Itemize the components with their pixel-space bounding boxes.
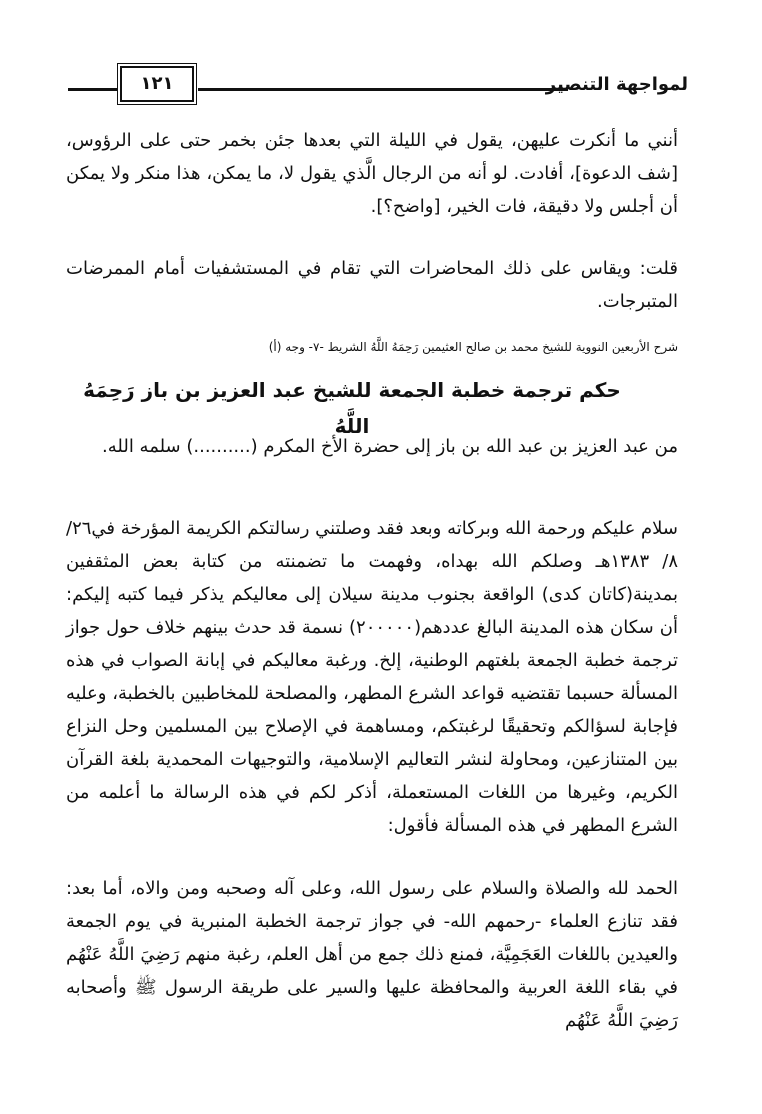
letter-answer: الحمد لله والصلاة والسلام على رسول الله، وعلى آله وصحبه ومن والاه، أما بعد: فقد تنازع العلماء -رحمهم الله- في جواز ترجمة الخطبة المنبرية في يوم الجمعة والعيدين باللغات العَجَمِيَّة، فمنع ذلك جمع من أهل العلم، رغبة منهم رَضِيَ اللَّهُ عَنْهُم في بقاء اللغة العربية والمحافظة عليها والسير على طريقة الرسول ﷺ وأصحابه رَضِيَ اللَّهُ عَنْهُم: [66, 878, 678, 1031]
page-number: ١٢١: [120, 66, 194, 102]
comment-paragraph: قلت: ويقاس على ذلك المحاضرات التي تقام في المستشفيات أمام الممرضات المتبرجات.: [66, 258, 678, 312]
source-note: شرح الأربعين النووية للشيخ محمد بن صالح العثيمين رَحِمَهُ اللَّهُ الشريط -٧- وجه (أ): [268, 340, 678, 354]
section-title: حكم ترجمة خطبة الجمعة للشيخ عبد العزيز بن باز رَحِمَهُ اللَّهُ: [83, 378, 621, 438]
running-title: لمواجهة التنصير: [545, 74, 688, 95]
intro-paragraph: أنني ما أنكرت عليهن، يقول في الليلة التي بعدها جئن بخمر حتى على الرؤوس، [شف الدعوة]، أفادت. لو أنه من الرجال الَّذي يقول لا، ما يمكن، هذا منكر ولا يمكن أن أجلس ولا دقيقة، فات الخير، [واضح؟].: [66, 130, 678, 217]
header-rule: [198, 88, 568, 91]
letter-body: سلام عليكم ورحمة الله وبركاته وبعد فقد وصلتني رسالتكم الكريمة المؤرخة في٢٦/ ٨/ ١٣٨٣هـ وصلكم الله بهداه، وفهمت ما تضمنته من كتابة بعض المثقفين بمدينة(كاتان كدى) الواقعة بجنوب مدينة سيلان إلى معاليكم يذكر فيما كتبه إليكم: أن سكان هذه المدينة البالغ عددهم(٢٠٠٠٠٠) نسمة قد حدث بينهم خلاف حول جواز ترجمة خطبة الجمعة بلغتهم الوطنية، إلخ. ورغبة معاليكم في إبانة الصواب في هذه المسألة حسبما تقتضيه قواعد الشرع المطهر، والمصلحة للمخاطبين بالخطبة، وعليه فإجابة لسؤالكم وتحقيقًا لرغبتكم، ومساهمة في الإصلاح بين المسلمين وحل النزاع بين المتنازعين، ومحاولة لنشر التعاليم الإسلامية، والتوجيهات المحمدية بلغة القرآن الكريم، وغيرها من اللغات المستعملة، أذكر لكم في هذه الرسالة ما أعلمه من الشرع المطهر في هذه المسألة فأقول:: [66, 518, 678, 836]
page-header: [68, 66, 698, 106]
header-rule-left: [68, 88, 118, 91]
letter-salutation: من عبد العزيز بن عبد الله بن باز إلى حضرة الأخ المكرم (..........) سلمه الله.: [102, 436, 678, 457]
